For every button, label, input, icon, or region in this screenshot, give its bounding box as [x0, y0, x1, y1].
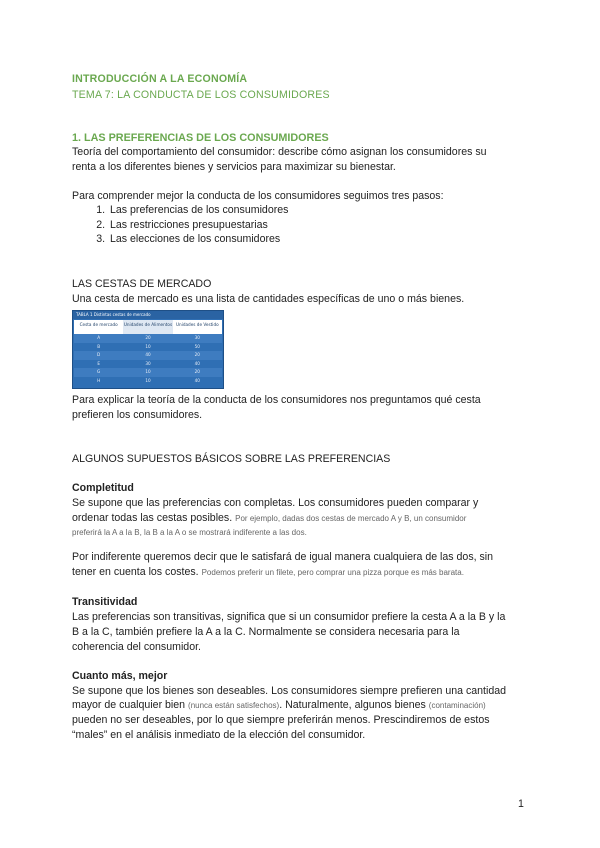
document-subtitle: TEMA 7: LA CONDUCTA DE LOS CONSUMIDORES [72, 89, 330, 101]
subheading-completitud: Completitud [72, 482, 134, 494]
paragraph-line: Por indiferente queremos decir que le satisfará de igual manera cualquiera de las dos, sin [72, 551, 494, 563]
table-header-cell: Unidades de Vestido [175, 322, 219, 327]
market-baskets-table-image [72, 310, 224, 389]
list-item: 1. Las preferencias de los consumidores [108, 203, 288, 218]
small-note: (nunca están satisfechos) [188, 701, 280, 710]
table-cell: 10 [145, 369, 151, 374]
table-cell: 50 [194, 343, 200, 349]
small-note: Podemos preferir un filete, pero comprar una pizza porque es más barata. [201, 568, 464, 577]
text-span: mayor de cualquier bien [72, 699, 186, 711]
table-cell: G [97, 369, 101, 374]
paragraph-line: renta a los diferentes bienes y servicios para maximizar su bienestar. [72, 161, 396, 173]
section-heading-supuestos: ALGUNOS SUPUESTOS BÁSICOS SOBRE LAS PREFERENCIAS [72, 453, 391, 465]
table-cell: A [97, 335, 101, 340]
list-item: 2. Las restricciones presupuestarias [108, 218, 288, 233]
table-cell: 30 [145, 360, 151, 366]
small-note: Por ejemplo, dadas dos cestas de mercado A y B, un consumidor [235, 514, 467, 523]
table-cell: D [97, 352, 101, 357]
table-cell: H [97, 377, 101, 383]
small-note: (contaminación) [428, 701, 486, 710]
small-note: preferirá la A a la B, la B a la A o se mostrará indiferente a las dos. [72, 528, 307, 537]
paragraph-cestas: Una cesta de mercado es una lista de cantidades específicas de uno o más bienes. [72, 293, 465, 305]
table-cell: 40 [194, 360, 200, 366]
table-cell: 30 [194, 335, 200, 340]
steps-list [72, 203, 288, 247]
document-title: INTRODUCCIÓN A LA ECONOMÍA [72, 73, 248, 85]
table-header-cell: Cesta de mercado [79, 322, 118, 327]
paragraph-line: pueden no ser deseables, por lo que siempre preferirán menos. Prescindiremos de estos [72, 714, 490, 726]
table-caption: TABLA 1 Distintas cestas de mercado [73, 311, 223, 319]
table-cell: 10 [145, 377, 151, 383]
paragraph-line: Teoría del comportamiento del consumidor: describe cómo asignan los consumidores su [72, 146, 487, 158]
table-header-cell: Unidades de Alimentos [123, 320, 172, 334]
text-span: tener en cuenta los costes. [72, 566, 199, 578]
text-span: . Naturalmente, algunos bienes [279, 699, 426, 711]
paragraph-line [72, 525, 532, 541]
paragraph-line: prefieren los consumidores. [72, 409, 203, 421]
table-row [74, 368, 222, 377]
paragraph-line: “males” en el análisis inmediato de la elección del consumidor. [72, 729, 366, 741]
table-cell: 20 [194, 352, 200, 357]
table-row [74, 360, 222, 369]
paragraph-line: Para explicar la teoría de la conducta de los consumidores nos preguntamos qué cesta [72, 394, 481, 406]
table-cell: 20 [145, 335, 151, 340]
paragraph-line [72, 698, 532, 714]
section-heading-preferencias: 1. LAS PREFERENCIAS DE LOS CONSUMIDORES [72, 132, 329, 144]
table-cell: E [97, 360, 100, 366]
table-cell: 10 [145, 343, 151, 349]
paragraph-line: Se supone que las preferencias con completas. Los consumidores pueden comparar y [72, 497, 479, 509]
paragraph-line: Las preferencias son transitivas, significa que si un consumidor prefiere la cesta A a la B y la [72, 611, 506, 623]
paragraph-line: B a la C, también prefiere la A a la C. Normalmente se considera necesaria para la [72, 626, 460, 638]
table-cell: 20 [194, 369, 200, 374]
table-row [74, 334, 222, 343]
paragraph-line: Se supone que los bienes son deseables. Los consumidores siempre prefieren una cantidad [72, 685, 507, 697]
table-row [74, 343, 222, 352]
table-row [74, 377, 222, 386]
table-cell: 40 [194, 377, 200, 383]
table-row [74, 351, 222, 360]
subheading-cuanto-mas: Cuanto más, mejor [72, 670, 168, 682]
page-number: 1 [518, 798, 524, 810]
table-cell: B [97, 343, 101, 349]
paragraph-pasos: Para comprender mejor la conducta de los consumidores seguimos tres pasos: [72, 190, 444, 202]
section-heading-cestas: LAS CESTAS DE MERCADO [72, 278, 212, 290]
table-header [74, 320, 222, 334]
paragraph-line: coherencia del consumidor. [72, 641, 201, 653]
list-item: 3. Las elecciones de los consumidores [108, 232, 288, 247]
subheading-transitividad: Transitividad [72, 596, 138, 608]
text-span: ordenar todas las cestas posibles. [72, 512, 233, 524]
table-cell: 40 [145, 352, 151, 357]
paragraph-line [72, 565, 532, 581]
